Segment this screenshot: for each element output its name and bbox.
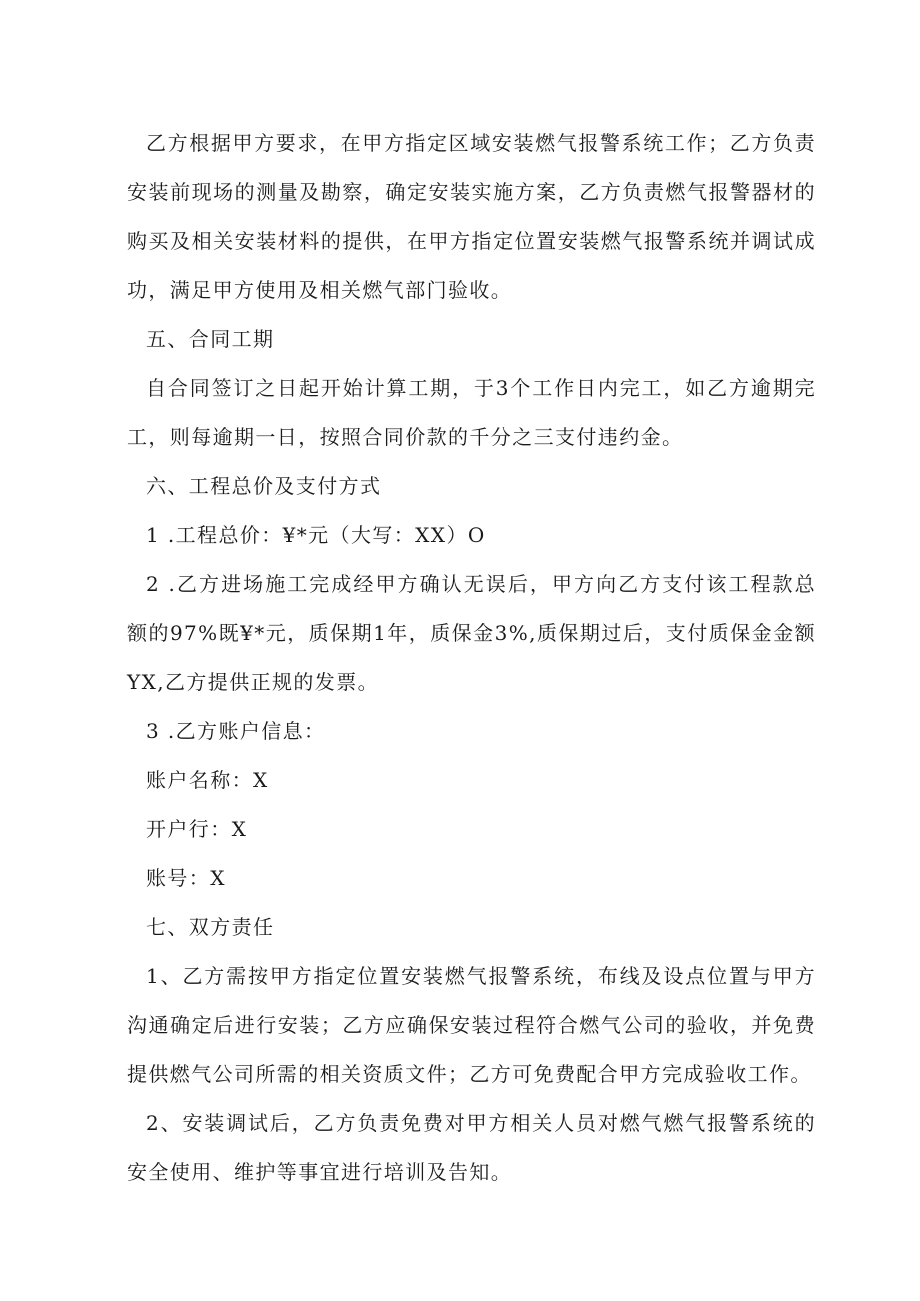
- clause-payment-terms: 2 .乙方进场施工完成经甲方确认无误后，甲方向乙方支付该工程款总额的97%既¥*元，质保期1年，质保金3%,质保期过后，支付质保金金额YX,乙方提供正规的发票。: [127, 572, 816, 694]
- section-heading-contract-period: 五、合同工期: [146, 327, 275, 351]
- clause-responsibility-2: 2、安装调试后，乙方负责免费对甲方相关人员对燃气燃气报警系统的安全使用、维护等事宜进行培训及告知。: [127, 1111, 816, 1184]
- clause-responsibility-1: 1、乙方需按甲方指定位置安装燃气报警系统，布线及设点位置与甲方沟通确定后进行安装；乙方应确保安装过程符合燃气公司的验收，并免费提供燃气公司所需的相关资质文件；乙方可免费配合甲方完成验收工作。: [127, 964, 816, 1086]
- paragraph-installation-scope: 乙方根据甲方要求，在甲方指定区域安装燃气报警系统工作；乙方负责安装前现场的测量及勘察，确定安装实施方案，乙方负责燃气报警器材的购买及相关安装材料的提供，在甲方指定位置安装燃气报警系统并调试成功，满足甲方使用及相关燃气部门验收。: [127, 131, 816, 302]
- account-number-line: 账号：X: [146, 866, 226, 890]
- section-heading-price-payment: 六、工程总价及支付方式: [146, 474, 382, 498]
- paragraph-contract-period: 自合同签订之日起开始计算工期，于3个工作日内完工，如乙方逾期完工，则每逾期一日，按照合同价款的千分之三支付违约金。: [127, 376, 816, 449]
- bank-line: 开户行：X: [146, 817, 248, 841]
- clause-total-price: 1 .工程总价：¥*元（大写：XX）O: [146, 523, 486, 547]
- account-name-line: 账户名称：X: [146, 768, 269, 792]
- clause-account-info: 3 .乙方账户信息：: [146, 719, 326, 743]
- section-heading-responsibilities: 七、双方责任: [146, 915, 275, 939]
